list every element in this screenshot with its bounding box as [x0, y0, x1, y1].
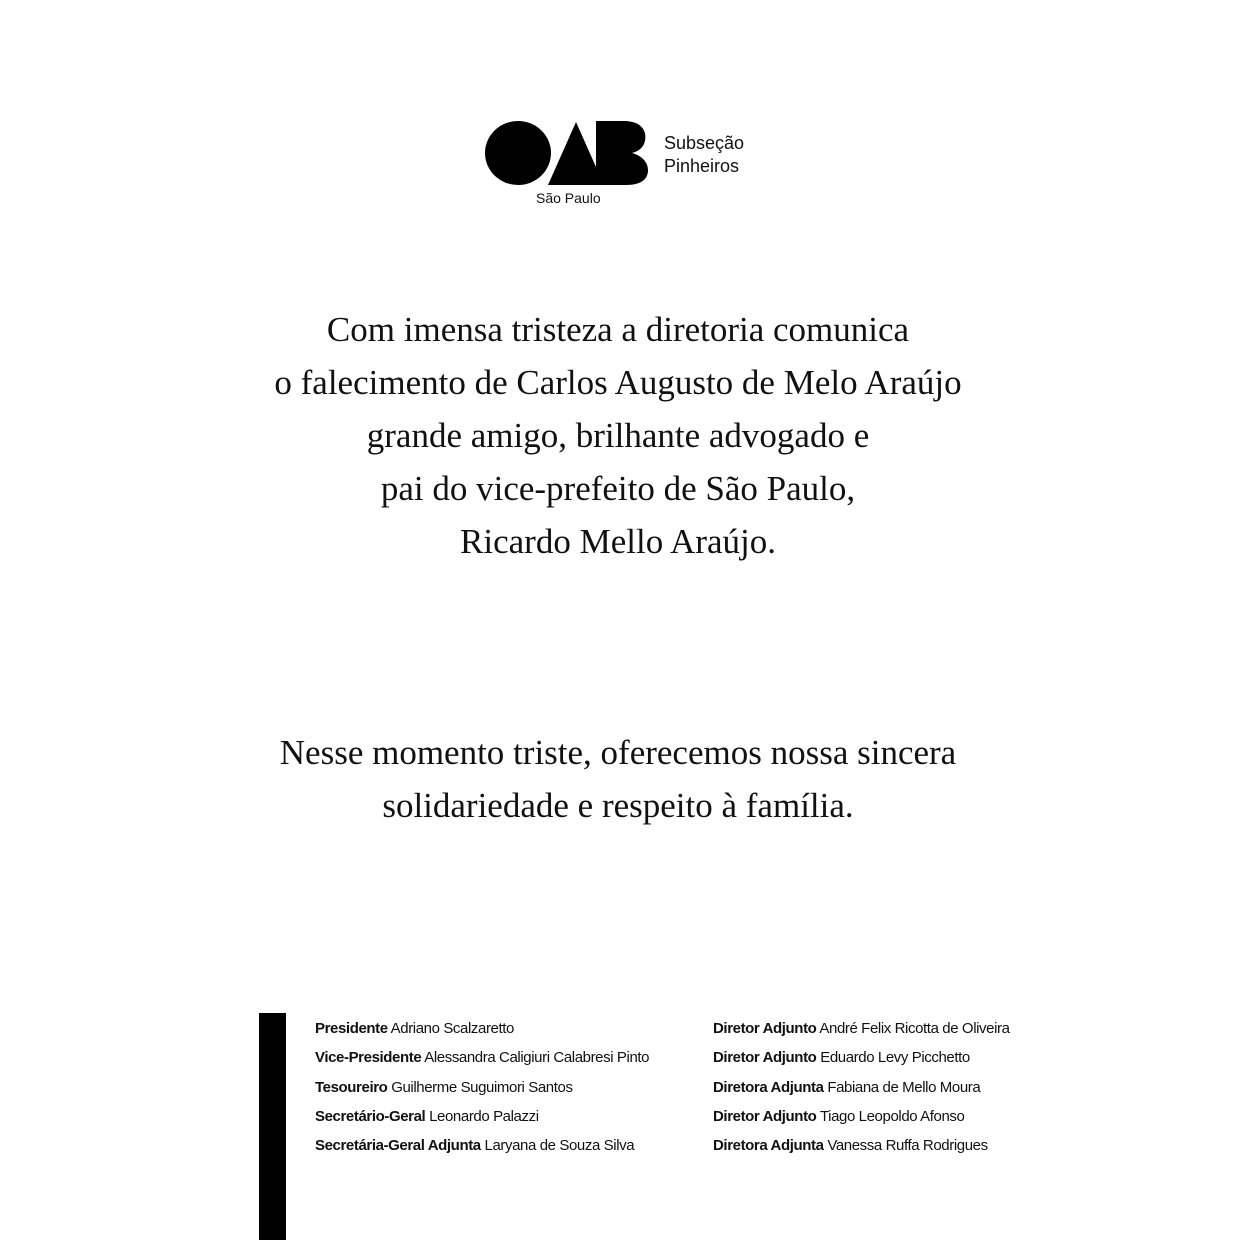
- board-role: Diretor Adjunto: [713, 1107, 817, 1125]
- board-list-right: [713, 1014, 1010, 1160]
- board-member: [713, 1014, 1010, 1043]
- board-member: [315, 1043, 649, 1072]
- announcement-line: Com imensa tristeza a diretoria comunica: [326, 310, 910, 349]
- announcement-line: grande amigo, brilhante advogado e: [366, 416, 870, 455]
- board-name: Vanessa Ruffa Rodrigues: [827, 1137, 988, 1155]
- logo-subsection-line: Pinheiros: [664, 156, 740, 176]
- board-member: [713, 1131, 1010, 1160]
- board-name: Leonardo Palazzi: [429, 1107, 539, 1125]
- oab-logo: [484, 120, 764, 212]
- board-role: Diretora Adjunta: [713, 1078, 824, 1096]
- board-role: Diretor Adjunto: [713, 1049, 817, 1067]
- decorative-bar: [259, 1013, 286, 1240]
- announcement-text: [0, 303, 1236, 568]
- board-role: Secretária-Geral Adjunta: [315, 1137, 481, 1155]
- board-name: Laryana de Souza Silva: [484, 1137, 635, 1155]
- logo-subsection-line: Subseção: [664, 133, 745, 153]
- board-role: Diretor Adjunto: [713, 1020, 817, 1037]
- board-member: [315, 1102, 649, 1131]
- board-member: [315, 1073, 649, 1102]
- board-member: [713, 1043, 1010, 1072]
- condolence-line: Nesse momento triste, oferecemos nossa sincera: [279, 733, 957, 772]
- logo-subsection: [664, 132, 744, 178]
- board-list-left: [315, 1014, 649, 1160]
- board-name: Guilherme Suguimori Santos: [391, 1078, 573, 1096]
- condolence-text: [0, 726, 1236, 832]
- board-role: Secretário-Geral: [315, 1107, 426, 1125]
- oab-logo-mark: [484, 120, 648, 186]
- board-role: Vice-Presidente: [315, 1049, 422, 1067]
- condolence-line: solidariedade e respeito à família.: [382, 786, 854, 825]
- board-name: Eduardo Levy Picchetto: [820, 1049, 970, 1067]
- announcement-line: Ricardo Mello Araújo.: [460, 522, 776, 561]
- board-name: Adriano Scalzaretto: [390, 1020, 514, 1037]
- board-name: Fabiana de Mello Moura: [827, 1078, 981, 1096]
- board-member: [713, 1073, 1010, 1102]
- announcement-line: o falecimento de Carlos Augusto de Melo Araújo: [274, 363, 962, 402]
- board-member: [713, 1102, 1010, 1131]
- announcement-line: pai do vice-prefeito de São Paulo,: [380, 469, 856, 508]
- board-role: Presidente: [315, 1020, 388, 1037]
- logo-city: São Paulo: [536, 190, 601, 206]
- board-member: [315, 1014, 649, 1043]
- board-name: Tiago Leopoldo Afonso: [819, 1107, 965, 1125]
- board-member: [315, 1131, 649, 1160]
- board-name: André Felix Ricotta de Oliveira: [819, 1020, 1010, 1037]
- board-role: Tesoureiro: [315, 1078, 388, 1096]
- board-name: Alessandra Caligiuri Calabresi Pinto: [424, 1049, 650, 1067]
- board-role: Diretora Adjunta: [713, 1137, 824, 1155]
